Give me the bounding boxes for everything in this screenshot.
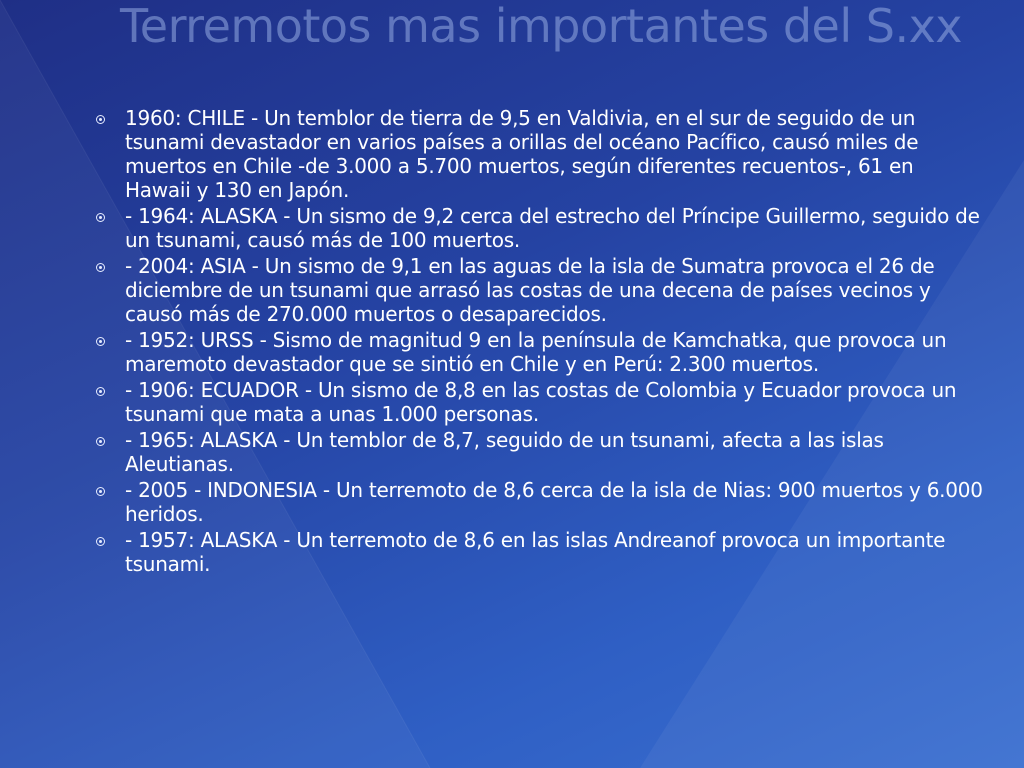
circle-target-bullet-icon <box>96 115 105 124</box>
list-item-text: - 1964: ALASKA - Un sismo de 9,2 cerca del estrecho del Príncipe Guillermo, seguido de un tsunami, causó más de 100 muertos. <box>125 204 980 252</box>
list-item-text: 1960: CHILE - Un temblor de tierra de 9,5 en Valdivia, en el sur de seguido de un tsunami devastador en varios países a orillas del océano Pacífico, causó miles de muertos en Chile -de 3.000 a 5.700 muertos, según diferentes recuentos-, 61 en Hawaii y 130 en Japón. <box>125 106 919 202</box>
list-item-1952-urss <box>96 328 984 376</box>
circle-target-bullet-icon <box>96 487 105 496</box>
slide-title: Terremotos mas importantes del S.xx <box>120 0 963 53</box>
list-item-text: - 2004: ASIA - Un sismo de 9,1 en las aguas de la isla de Sumatra provoca el 26 de diciembre de un tsunami que arrasó las costas de una decena de países vecinos y causó más de 270.000 muertos o desaparecidos. <box>125 254 935 326</box>
circle-target-bullet-icon <box>96 213 105 222</box>
circle-target-bullet-icon <box>96 337 105 346</box>
list-item-1957-alaska <box>96 528 984 576</box>
list-item-1965-alaska <box>96 428 984 476</box>
list-item-text: - 2005 - INDONESIA - Un terremoto de 8,6 cerca de la isla de Nias: 900 muertos y 6.000 heridos. <box>125 478 983 526</box>
list-item-text: - 1952: URSS - Sismo de magnitud 9 en la península de Kamchatka, que provoca un maremoto devastador que se sintió en Chile y en Perú: 2.300 muertos. <box>125 328 947 376</box>
list-item-text: - 1965: ALASKA - Un temblor de 8,7, seguido de un tsunami, afecta a las islas Aleutianas. <box>125 428 884 476</box>
list-item-1960-chile <box>96 106 984 202</box>
circle-target-bullet-icon <box>96 387 105 396</box>
circle-target-bullet-icon <box>96 537 105 546</box>
list-item-1964-alaska <box>96 204 984 252</box>
circle-target-bullet-icon <box>96 263 105 272</box>
circle-target-bullet-icon <box>96 437 105 446</box>
list-item-text: - 1906: ECUADOR - Un sismo de 8,8 en las costas de Colombia y Ecuador provoca un tsunami que mata a unas 1.000 personas. <box>125 378 957 426</box>
list-item-1906-ecuador <box>96 378 984 426</box>
list-item-text: - 1957: ALASKA - Un terremoto de 8,6 en las islas Andreanof provoca un importante tsunami. <box>125 528 946 576</box>
list-item-2005-indonesia <box>96 478 984 526</box>
earthquake-list <box>96 106 984 578</box>
list-item-2004-asia <box>96 254 984 326</box>
